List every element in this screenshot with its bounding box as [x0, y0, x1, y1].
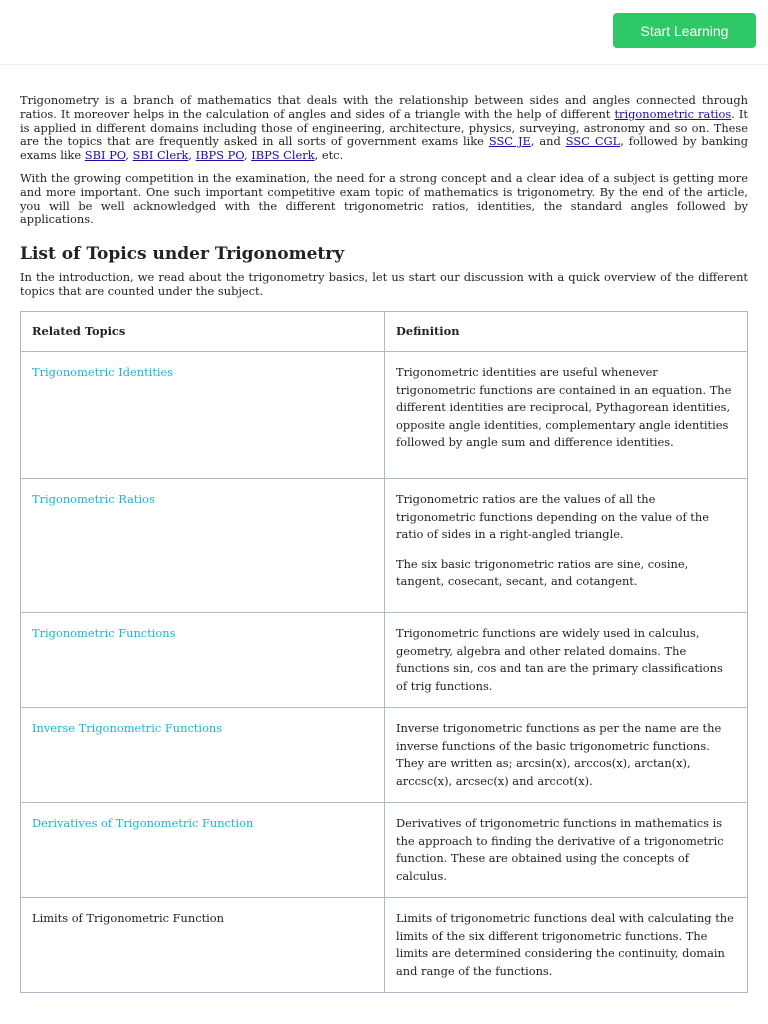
topic-link-functions[interactable]: Trigonometric Functions [32, 626, 176, 641]
ssc-cgl-link[interactable]: SSC CGL [565, 134, 621, 149]
ssc-je-link[interactable]: SSC JE [488, 134, 531, 149]
definition-cell [385, 708, 748, 803]
topic-link-derivatives[interactable]: Derivatives of Trigonometric Function [32, 816, 254, 831]
definition-text: Trigonometric functions are widely used in calculus, geometry, algebra and other related domains. The functions sin, cos and tan are the primary classifications of trig functions. [396, 626, 723, 693]
intro-sep-3: , [243, 148, 252, 163]
definition-text: Trigonometric identities are useful whenever trigonometric functions are contained in an equation. The different identities are reciprocal, Pythagorean identities, opposite angle identities, complementary angle identities followed by angle sum and difference identities. [396, 365, 732, 450]
article-content [20, 94, 748, 993]
topic-link-inverse-functions[interactable]: Inverse Trigonometric Functions [32, 721, 223, 736]
table-row [21, 613, 748, 708]
intro-text-3: , followed by banking exams like [20, 134, 748, 163]
intro-sep-1: , [125, 148, 133, 163]
ibps-clerk-link[interactable]: IBPS Clerk [251, 148, 315, 163]
intro-sep-and: , and [530, 134, 566, 149]
topic-cell [21, 898, 385, 993]
section-lead: In the introduction, we read about the trigonometry basics, let us start our discussion with a quick overview of the different topics that are counted under the subject. [20, 270, 748, 298]
topic-cell [21, 613, 385, 708]
intro-text-2: . It is applied in different domains including those of engineering, architecture, physics, surveying, astronomy and so on. These are the topics that are frequently asked in all sorts of government exams like [20, 106, 748, 149]
definition-cell [385, 352, 748, 479]
intro-paragraph-1 [20, 94, 748, 163]
topic-cell [21, 803, 385, 898]
definition-cell [385, 613, 748, 708]
header-related-topics: Related Topics [21, 311, 385, 352]
topic-cell [21, 479, 385, 613]
intro-sep-2: , [188, 148, 196, 163]
section-heading: List of Topics under Trigonometry [20, 244, 345, 265]
top-bar [0, 0, 768, 65]
table-row [21, 479, 748, 613]
table-row [21, 708, 748, 803]
sbi-clerk-link[interactable]: SBI Clerk [132, 148, 189, 163]
intro-paragraph-2: With the growing competition in the examination, the need for a strong concept and a clear idea of a subject is getting more and more important. One such important competitive exam topic of mathematics is trigonometry. By the end of the article, you will be well acknowledged with the different trigonometric ratios, identities, the standard angles followed by applications. [20, 170, 748, 227]
table-row [21, 352, 748, 479]
definition-text: Derivatives of trigonometric functions in mathematics is the approach to finding the derivative of a trigonometric function. These are obtained using the concepts of calculus. [396, 816, 724, 883]
trigonometric-ratios-link[interactable]: trigonometric ratios [614, 106, 732, 121]
header-definition: Definition [385, 311, 748, 352]
topic-link-ratios[interactable]: Trigonometric Ratios [32, 492, 155, 507]
start-learning-button[interactable]: Start Learning [613, 13, 756, 48]
definition-cell [385, 898, 748, 993]
sbi-po-link[interactable]: SBI PO [84, 148, 126, 163]
intro-text-end: , etc. [314, 148, 344, 163]
definition-text: Trigonometric ratios are the values of all the trigonometric functions depending on the value of the ratio of sides in a right-angled triangle. [396, 492, 709, 542]
table-header-row [21, 311, 748, 352]
topic-link-identities[interactable]: Trigonometric Identities [32, 365, 174, 380]
table-row [21, 803, 748, 898]
definition-cell [385, 803, 748, 898]
topic-cell [21, 352, 385, 479]
definition-text-2: The six basic trigonometric ratios are sine, cosine, tangent, cosecant, secant, and cotangent. [396, 556, 689, 589]
intro-text-1: Trigonometry is a branch of mathematics that deals with the relationship between sides and angles connected through ratios. It moreover helps in the calculation of angles and sides of a triangle with the help of different [20, 93, 748, 121]
ibps-po-link[interactable]: IBPS PO [195, 148, 244, 163]
table-row [21, 898, 748, 993]
definition-text: Limits of trigonometric functions deal with calculating the limits of the six different trigonometric functions. The limits are determined considering the continuity, domain and range of the functions. [396, 911, 734, 978]
definition-text: Inverse trigonometric functions as per the name are the inverse functions of the basic trigonometric functions. They are written as; arcsin(x), arccos(x), arctan(x), arccsc(x), arcsec(x) and arccot(x). [396, 721, 722, 788]
topic-cell [21, 708, 385, 803]
topics-table [20, 311, 748, 994]
definition-cell [385, 479, 748, 613]
topic-label-limits: Limits of Trigonometric Function [32, 911, 224, 926]
